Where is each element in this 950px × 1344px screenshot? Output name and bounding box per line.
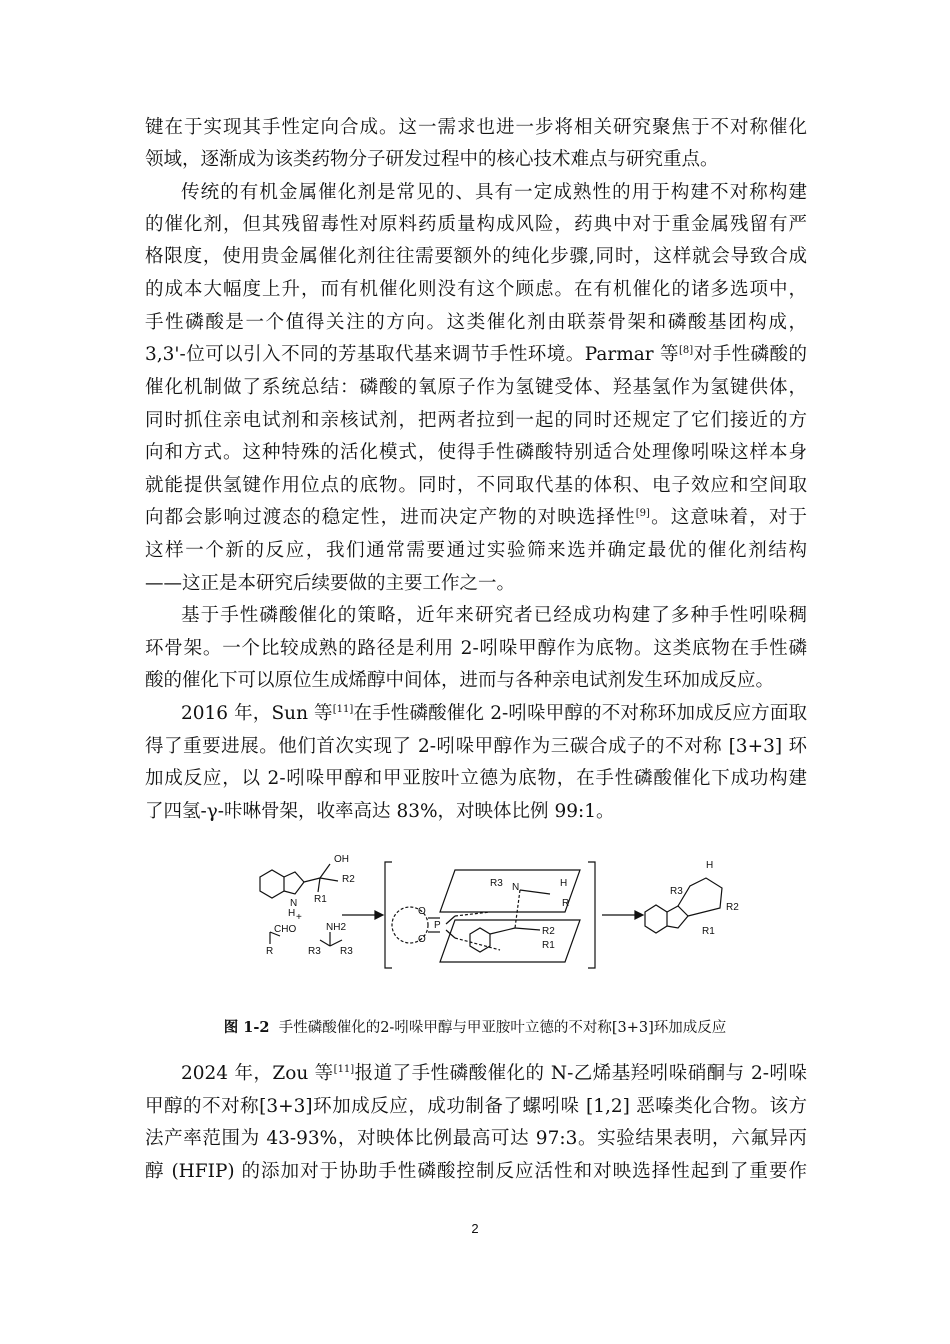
svg-text:R2: R2: [342, 874, 355, 885]
text-line: 的成本大幅度上升，而有机催化则没有这个顾虑。在有机催化的诸多选项中，: [145, 279, 807, 300]
svg-text:R1: R1: [702, 926, 715, 937]
text-line: 格限度，使用贵金属催化剂往往需要额外的纯化步骤,同时，这样就会导致合成: [145, 246, 807, 267]
svg-text:NH2: NH2: [326, 922, 347, 933]
text-line: 得了重要进展。他们首次实现了 2-吲哚甲醇作为三碳合成子的不对称 [3+3] 环: [145, 736, 807, 757]
text-line: 甲醇的不对称[3+3]环加成反应，成功制备了螺吲哚 [1,2] 恶嗪类化合物。该方: [145, 1096, 807, 1117]
svg-text:H: H: [560, 878, 568, 889]
svg-text:R1: R1: [542, 940, 555, 951]
text-line: 催化机制做了系统总结：磷酸的氧原子作为氢键受体、羟基氢作为氢键供体，: [145, 377, 807, 398]
svg-text:R3: R3: [308, 946, 321, 957]
svg-text:N: N: [290, 898, 298, 909]
figure-caption-text: 手性磷酸催化的2-吲哚甲醇与甲亚胺叶立德的不对称[3+3]环加成反应: [278, 1020, 727, 1036]
svg-text:O: O: [418, 906, 426, 917]
text-line: 领域，逐渐成为该类药物分子研发过程中的核心技术难点与研究重点。: [145, 149, 719, 170]
citation: [8]: [678, 345, 694, 356]
svg-text:N: N: [512, 882, 520, 893]
text-line: 向都会影响过渡态的稳定性，进而决定产物的对映选择性[9]。这意味着，对于: [145, 507, 807, 528]
svg-text:R2: R2: [726, 902, 739, 913]
text-line: 2016 年，Sun 等[11]在手性磷酸催化 2-吲哚甲醇的不对称环加成反应方面取: [181, 703, 807, 724]
svg-text:R3: R3: [670, 886, 683, 897]
svg-text:CHO: CHO: [274, 924, 297, 935]
svg-text:R1: R1: [314, 894, 327, 905]
svg-text:H: H: [288, 908, 296, 919]
figure-caption: [0, 1018, 950, 1038]
svg-text:P: P: [434, 920, 441, 931]
reaction-scheme-figure: [250, 850, 810, 975]
text-line: 3,3'-位可以引入不同的芳基取代基来调节手性环境。Parmar 等[8]对手性磷酸的: [145, 344, 807, 365]
svg-text:R: R: [266, 946, 274, 957]
text-line: 的催化剂，但其残留毒性对原料药质量构成风险，药典中对于重金属残留有严: [145, 214, 807, 235]
svg-text:R3: R3: [340, 946, 353, 957]
text-line: 醇 (HFIP) 的添加对于协助手性磷酸控制反应活性和对映选择性起到了重要作: [145, 1161, 807, 1182]
indole-benzene-ring: [260, 870, 284, 898]
indole-pyrrole-ring: [284, 872, 304, 894]
figure-caption-label: 图 1-2: [223, 1019, 270, 1036]
page-number: 2: [471, 1221, 479, 1236]
text-line: 这样一个新的反应，我们通常需要通过实验筛来选并确定最优的催化剂结构: [145, 540, 807, 561]
text-line: 向和方式。这种特殊的活化模式，使得手性磷酸特别适合处理像吲哚这样本身: [145, 442, 807, 463]
text-line: 环骨架。一个比较成熟的路径是利用 2-吲哚甲醇作为底物。这类底物在手性磷: [145, 638, 807, 659]
text-line: 了四氢-γ-咔啉骨架，收率高达 83%，对映体比例 99:1。: [145, 801, 615, 822]
text-line: ——这正是本研究后续要做的主要工作之一。: [145, 573, 516, 594]
text-line: 基于手性磷酸催化的策略，近年来研究者已经成功构建了多种手性吲哚稠: [181, 605, 807, 626]
citation: [9]: [635, 508, 650, 519]
text-line: 加成反应，以 2-吲哚甲醇和甲亚胺叶立德为底物，在手性磷酸催化下成功构建: [145, 768, 807, 789]
text-line: 同时抓住亲电试剂和亲核试剂，把两者拉到一起的同时还规定了它们接近的方: [145, 410, 807, 431]
text-line: 键在于实现其手性定向合成。这一需求也进一步将相关研究聚焦于不对称催化: [145, 117, 807, 138]
text-line: 传统的有机金属催化剂是常见的、具有一定成熟性的用于构建不对称构建: [181, 182, 807, 203]
text-line: 2024 年，Zou 等[11]报道了手性磷酸催化的 N-乙烯基羟吲哚硝酮与 2-吲哚: [181, 1063, 807, 1084]
text-line: 法产率范围为 43-93%，对映体比例最高可达 97:3。实验结果表明，六氟异丙: [145, 1128, 807, 1149]
svg-text:H: H: [706, 860, 714, 871]
citation: [11]: [332, 704, 354, 715]
text-line: 酸的催化下可以原位生成烯醇中间体，进而与各种亲电试剂发生环加成反应。: [145, 670, 775, 691]
text-line: 手性磷酸是一个值得关注的方向。这类催化剂由联萘骨架和磷酸基团构成，: [145, 312, 807, 333]
citation: [11]: [333, 1064, 355, 1075]
svg-text:OH: OH: [334, 854, 349, 865]
text-line: 就能提供氢键作用位点的底物。同时，不同取代基的体积、电子效应和空间取: [145, 475, 807, 496]
svg-text:R3: R3: [490, 878, 503, 889]
svg-text:R2: R2: [542, 926, 555, 937]
svg-text:+: +: [296, 912, 302, 923]
svg-text:O: O: [418, 934, 426, 945]
svg-text:R: R: [562, 898, 570, 909]
